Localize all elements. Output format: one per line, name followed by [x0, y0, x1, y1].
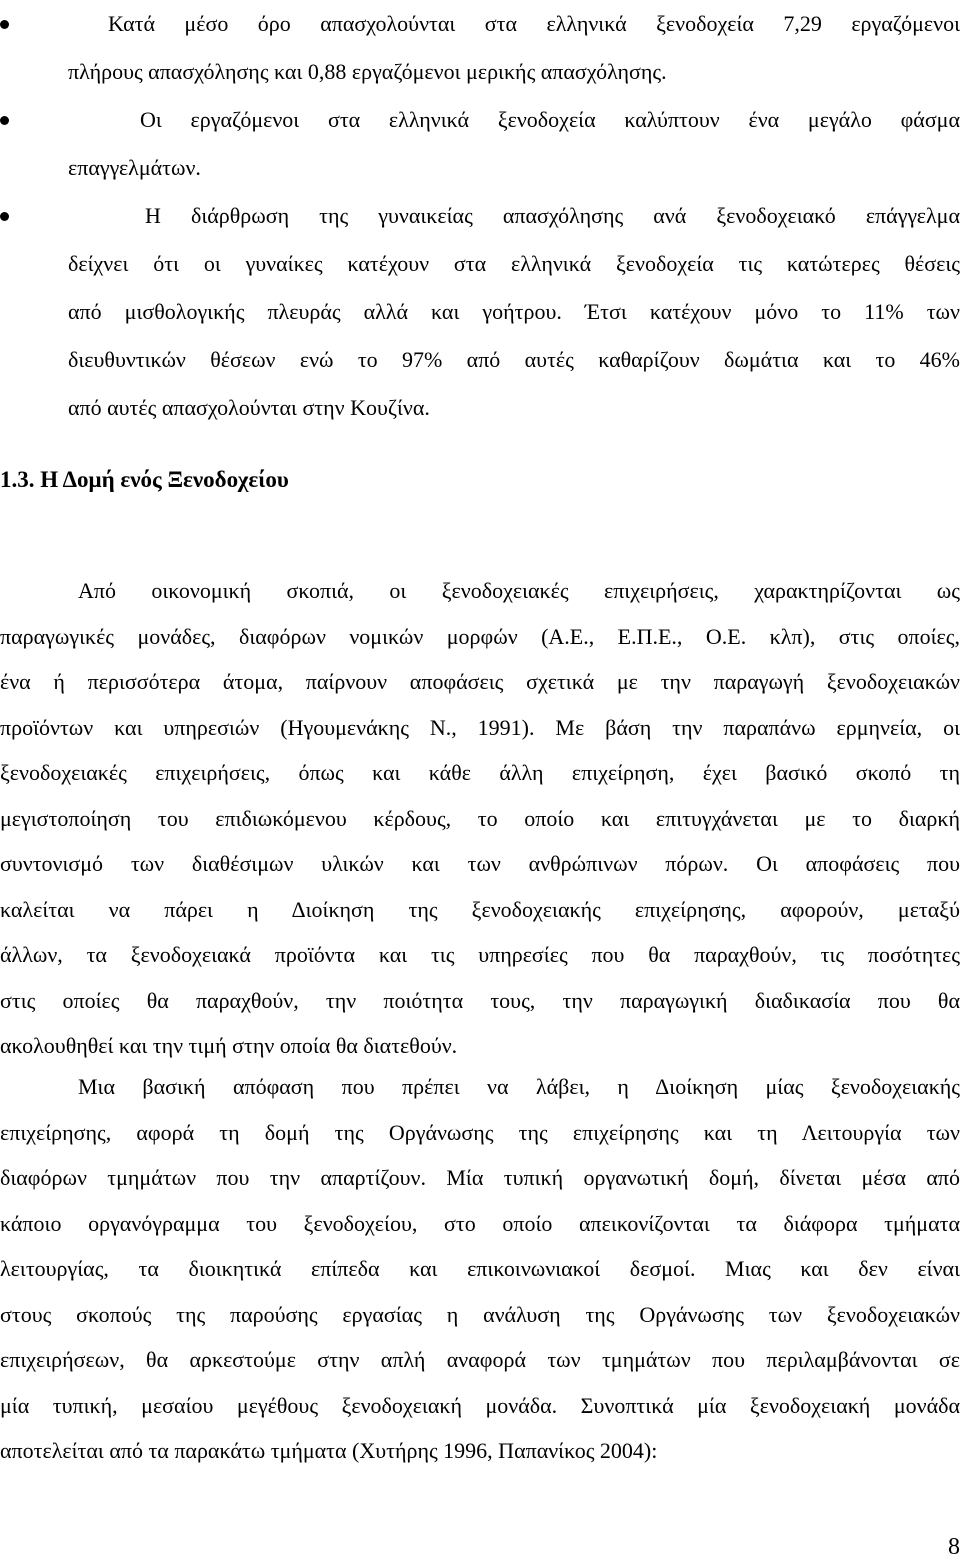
paragraph-organization [0, 1064, 960, 1474]
paragraph-line: κάποιο οργανόγραμμα του ξενοδοχείου, στο οποίο απεικονίζονται τα διάφορα τμήματα [0, 1210, 960, 1236]
paragraph-line: μεγιστοποίηση του επιδιωκόμενου κέρδους, το οποίο και επιτυγχάνεται με το διαρκή [0, 805, 960, 831]
bullet-dot-icon [0, 212, 9, 221]
paragraph-line: παραγωγικές μονάδες, διαφόρων νομικών μορφών (Α.Ε., Ε.Π.Ε., Ο.Ε. κλπ), στις οποίες, [0, 623, 960, 649]
paragraph-line: διαφόρων τμημάτων που την απαρτίζουν. Μία τυπική οργανωτική δομή, δίνεται μέσα από [0, 1165, 960, 1190]
bullet-line: διευθυντικών θέσεων ενώ το 97% από αυτές καθαρίζουν δωμάτια και το 46% [68, 347, 960, 372]
paragraph-line: συντονισμό των διαθέσιμων υλικών και των ανθρώπινων πόρων. Οι αποφάσεις που [0, 851, 960, 876]
paragraph-structure [0, 568, 960, 1069]
bullet-dot-icon [0, 20, 9, 29]
bullet-line: Οι εργαζόμενοι στα ελληνικά ξενοδοχεία καλύπτουν ένα μεγάλο φάσμα [140, 107, 960, 132]
bullet-line: από μισθολογικής πλευράς αλλά και γοήτρου. Έτσι κατέχουν μόνο το 11% των [68, 299, 960, 324]
paragraph-line: λειτουργίας, τα διοικητικά επίπεδα και επικοινωνιακοί δεσμοί. Μιας και δεν είναι [0, 1256, 960, 1281]
paragraph-line: ξενοδοχειακές επιχειρήσεις, όπως και κάθε άλλη επιχείρηση, έχει βασικό σκοπό τη [0, 760, 960, 785]
bullet-list [0, 0, 960, 432]
paragraph-line: αποτελείται από τα παρακάτω τμήματα (Χυτήρης 1996, Παπανίκος 2004): [0, 1438, 658, 1463]
bullet-dot-icon [0, 116, 9, 125]
paragraph-line: προϊόντων και υπηρεσιών (Ηγουμενάκης Ν., 1991). Με βάση την παραπάνω ερμηνεία, οι [0, 714, 960, 740]
paragraph-line: καλείται να πάρει η Διοίκηση της ξενοδοχειακής επιχείρησης, αφορούν, μεταξύ [0, 896, 960, 922]
paragraph-line: Μια βασική απόφαση που πρέπει να λάβει, η Διοίκηση μίας ξενοδοχειακής [78, 1074, 960, 1099]
paragraph-line: ακολουθηθεί και την τιμή στην οποία θα διατεθούν. [0, 1033, 458, 1058]
bullet-line: από αυτές απασχολούνται στην Κουζίνα. [68, 395, 430, 420]
paragraph-line: ένα ή περισσότερα άτομα, παίρνουν αποφάσεις σχετικά με την παραγωγή ξενοδοχειακών [0, 669, 960, 694]
bullet-item [0, 96, 960, 192]
bullet-line: Η διάρθρωση της γυναικείας απασχόλησης ανά ξενοδοχειακό επάγγελμα [145, 203, 960, 228]
bullet-item [0, 0, 960, 96]
paragraph-line: μία τυπική, μεσαίου μεγέθους ξενοδοχειακή μονάδα. Συνοπτικά μία ξενοδοχειακή μονάδα [0, 1392, 960, 1418]
paragraph-line: επιχειρήσεων, θα αρκεστούμε στην απλή αναφορά των τμημάτων που περιλαμβάνονται σε [0, 1347, 960, 1372]
section-heading: 1.3. Η Δομή ενός Ξενοδοχείου [0, 467, 289, 492]
bullet-line: δείχνει ότι οι γυναίκες κατέχουν στα ελληνικά ξενοδοχεία τις κατώτερες θέσεις [68, 251, 960, 276]
bullet-line: Κατά μέσο όρο απασχολούνται στα ελληνικά ξενοδοχεία 7,29 εργαζόμενοι [108, 11, 960, 36]
page-number: 8 [948, 1534, 960, 1560]
bullet-line: πλήρους απασχόλησης και 0,88 εργαζόμενοι μερικής απασχόλησης. [68, 59, 667, 84]
bullet-line: επαγγελμάτων. [68, 155, 201, 180]
paragraph-line: στους σκοπούς της παρούσης εργασίας η ανάλυση της Οργάνωσης των ξενοδοχειακών [0, 1301, 960, 1327]
paragraph-line: Από οικονομική σκοπιά, οι ξενοδοχειακές επιχειρήσεις, χαρακτηρίζονται ως [78, 578, 960, 603]
paragraph-line: στις οποίες θα παραχθούν, την ποιότητα τους, την παραγωγική διαδικασία που θα [0, 987, 960, 1013]
bullet-item [0, 192, 960, 432]
paragraph-line: άλλων, τα ξενοδοχειακά προϊόντα και τις υπηρεσίες που θα παραχθούν, τις ποσότητες [0, 942, 960, 967]
paragraph-line: επιχείρησης, αφορά τη δομή της Οργάνωσης της επιχείρησης και τη Λειτουργία των [0, 1119, 960, 1145]
